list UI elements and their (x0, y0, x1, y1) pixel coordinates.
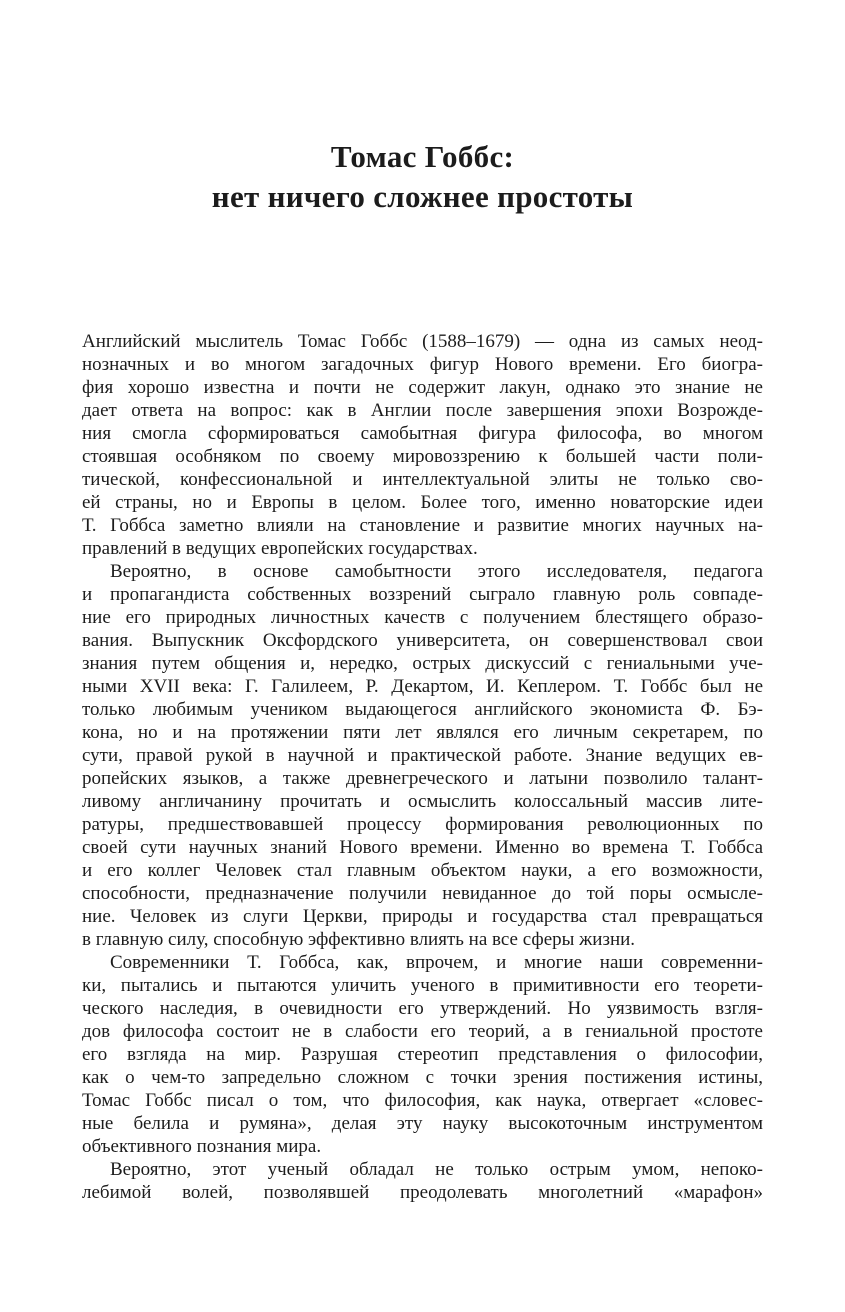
text-line: ей страны, но и Европы в целом. Более того, именно новаторские идеи (82, 492, 763, 513)
text-line: и пропагандиста собственных воззрений сыграло главную роль совпаде- (82, 584, 763, 605)
text-line: Т. Гоббса заметно влияли на становление и развитие многих научных на- (82, 515, 763, 536)
text-line: Английский мыслитель Томас Гоббс (1588–1679) — одна из самых неод- (82, 331, 763, 352)
text-line: его взгляда на мир. Разрушая стереотип представления о философии, (82, 1044, 763, 1065)
text-line: ние. Человек из слуги Церкви, природы и государства стал превращаться (82, 906, 763, 927)
text-line: нозначных и во многом загадочных фигур Нового времени. Его биогра- (82, 354, 763, 375)
text-line: дает ответа на вопрос: как в Англии после завершения эпохи Возрожде- (82, 400, 763, 421)
text-line: дов философа состоит не в слабости его теорий, а в гениальной простоте (82, 1021, 763, 1042)
text-line: как о чем-то запредельно сложном с точки зрения постижения истины, (82, 1067, 763, 1088)
paragraph (82, 560, 763, 951)
paragraph (82, 951, 763, 1158)
text-line: правлений в ведущих европейских государствах. (82, 538, 478, 559)
text-line: ки, пытались и пытаются уличить ученого в примитивности его теорети- (82, 975, 763, 996)
body-text (82, 330, 763, 1204)
text-line: и его коллег Человек стал главным объектом науки, а его возможности, (82, 860, 763, 881)
text-line: Вероятно, этот ученый обладал не только острым умом, непоко- (110, 1159, 763, 1180)
text-line: ние его природных личностных качеств с получением блестящего образо- (82, 607, 763, 628)
paragraph (82, 1158, 763, 1204)
text-line: ния смогла сформироваться самобытная фигура философа, во многом (82, 423, 763, 444)
text-line: Томас Гоббс писал о том, что философия, как наука, отвергает «словес- (82, 1090, 763, 1111)
text-line: ные белила и румяна», делая эту науку высокоточным инструментом (82, 1113, 763, 1134)
text-line: ратуры, предшествовавшей процессу формирования революционных по (82, 814, 763, 835)
text-line: Вероятно, в основе самобытности этого исследователя, педагога (110, 561, 763, 582)
chapter-title-line-1: Томас Гоббс: (330, 139, 515, 174)
text-line: способности, предназначение получили невиданное до той поры осмысле- (82, 883, 763, 904)
text-line: фия хорошо известна и почти не содержит лакун, однако это знание не (82, 377, 763, 398)
text-line: в главную силу, способную эффективно влиять на все сферы жизни. (82, 929, 636, 950)
text-line: сути, правой рукой в научной и практической работе. Знание ведущих ев- (82, 745, 763, 766)
text-line: Современники Т. Гоббса, как, впрочем, и многие наши современни- (110, 952, 763, 973)
text-line: лебимой волей, позволявшей преодолевать многолетний «марафон» (82, 1182, 763, 1203)
text-line: ческого наследия, в очевидности его утверждений. Но уязвимость взгля- (82, 998, 763, 1019)
text-line: ропейских языков, а также древнегреческого и латыни позволило талант- (82, 768, 763, 789)
text-line: тической, конфессиональной и интеллектуальной элиты не только сво- (82, 469, 763, 490)
text-line: вания. Выпускник Оксфордского университета, он совершенствовал свои (82, 630, 763, 651)
text-line: объективного познания мира. (82, 1136, 322, 1157)
text-line: знания путем общения и, нередко, острых дискуссий с гениальными уче- (82, 653, 763, 674)
chapter-title (0, 137, 845, 217)
chapter-title-line-2: нет ничего сложнее простоты (211, 179, 634, 214)
text-line: ными XVII века: Г. Галилеем, Р. Декартом, И. Кеплером. Т. Гоббс был не (82, 676, 763, 697)
text-line: ливому англичанину прочитать и осмыслить колоссальный массив лите- (82, 791, 763, 812)
text-line: своей сути научных знаний Нового времени. Именно во времена Т. Гоббса (82, 837, 763, 858)
paragraph (82, 330, 763, 560)
text-line: кона, но и на протяжении пяти лет являлся его личным секретарем, по (82, 722, 763, 743)
text-line: только любимым учеником выдающегося английского экономиста Ф. Бэ- (82, 699, 763, 720)
text-line: стоявшая особняком по своему мировоззрению к большей части поли- (82, 446, 763, 467)
